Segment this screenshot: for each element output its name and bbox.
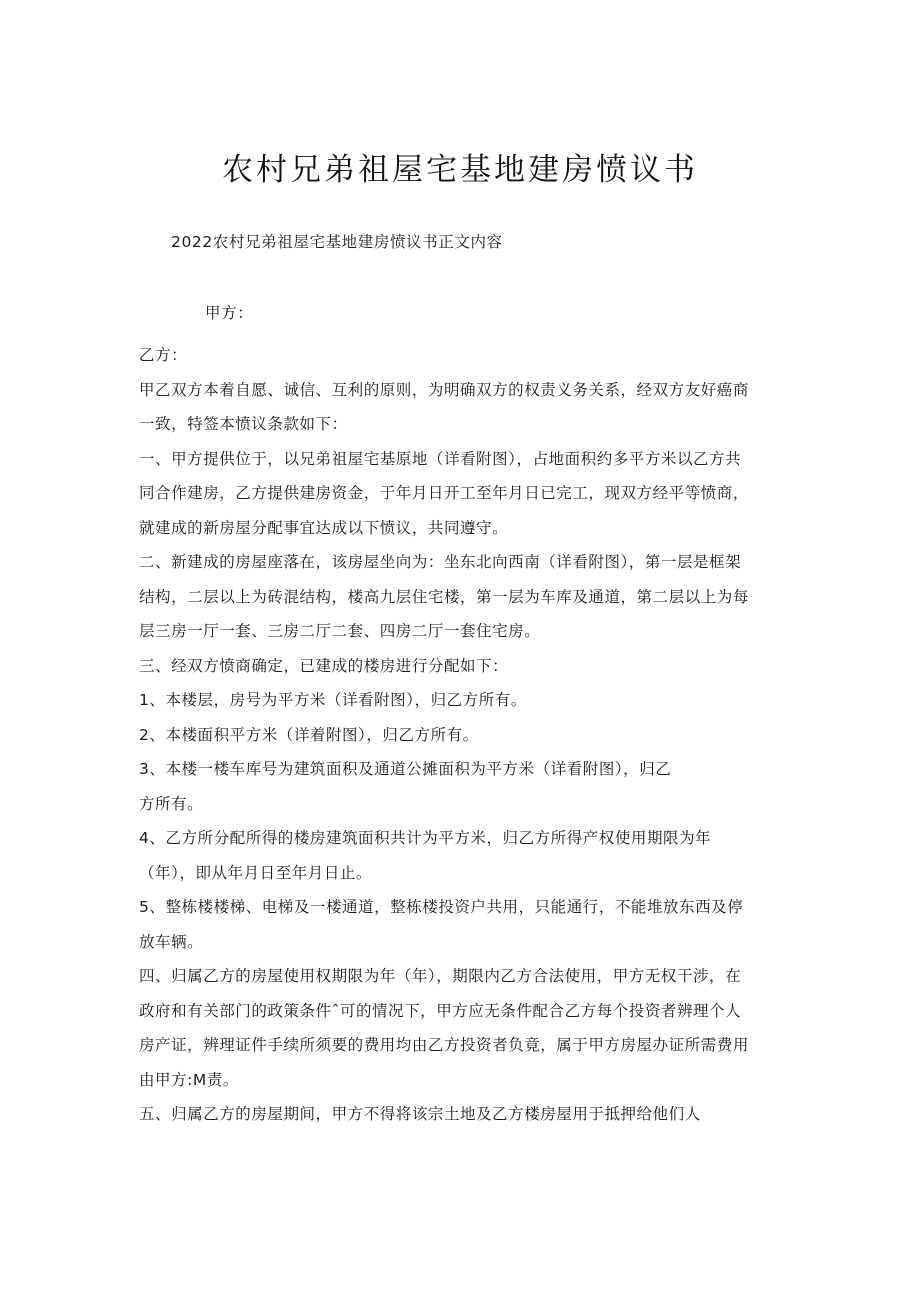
- sub-clause-5: 5、整栋楼楼梯、电梯及一楼通道，整栋楼投资户共用，只能通行，不能堆放东西及停: [139, 898, 744, 916]
- sub-clause-4: 4、乙方所分配所得的楼房建筑面积共计为平方米，归乙方所得产权使用期限为年: [139, 829, 712, 847]
- document-title: 农村兄弟祖屋宅基地建房愤议书: [222, 152, 698, 188]
- clause-2-line: 层三房一厅一套、三房二厅二套、四房二厅一套住宅房。: [139, 622, 541, 640]
- sub-clause-4: （年），即从年月日至年月日止。: [139, 863, 373, 882]
- clause-1-line: 同合作建房，乙方提供建房资金，于年月日开工至年月日已完工，现双方经平等愤商，: [139, 484, 749, 502]
- clause-3-line: 三、经双方愤商确定，已建成的楼房进行分配如下：: [139, 656, 509, 675]
- sub-clause-3: 3、本楼一楼车库号为建筑面积及通道公摊面积为平方米（详看附图），归乙: [139, 760, 672, 778]
- clause-2-line: 结构，二层以上为砖混结构，楼高九层住宅楼，第一层为车库及通道，第二层以上为每: [139, 587, 749, 606]
- body-line: 甲乙双方本着自愿、诚信、互利的原则，为明确双方的权责义务关系，经双方友好癌商: [139, 380, 749, 399]
- sub-clause-5: 放车辆。: [139, 932, 204, 951]
- body-line: 一致，特签本愤议条款如下：: [139, 415, 348, 433]
- sub-clause-1: 1、本楼层，房号为平方米（详看附图），归乙方所有。: [139, 691, 527, 709]
- party-a-label: 甲方：: [205, 304, 254, 322]
- clause-4-line: 房产证，辨理证件手续所须要的费用均由乙方投资者负竟，属于甲方房屋办证所需费用: [139, 1036, 749, 1054]
- document-subtitle: 2022农村兄弟祖屋宅基地建房愤议书正文内容: [171, 233, 503, 251]
- clause-5-line: 五、归属乙方的房屋期间，甲方不得将该宗土地及乙方楼房屋用于抵押给他们人: [139, 1105, 701, 1123]
- clause-2-line: 二、新建成的房屋座落在，该房屋坐向为：坐东北向西南（详看附图），第一层是框架: [139, 553, 742, 571]
- party-b-label: 乙方：: [139, 346, 188, 364]
- sub-clause-3: 方所有。: [139, 794, 204, 813]
- clause-4-line: 四、归属乙方的房屋使用权期限为年（年），期限内乙方合法使用，甲方无权干涉，在: [139, 967, 742, 985]
- agreement-body: [139, 338, 789, 1132]
- clause-1-line: 一、甲方提供位于，以兄弟祖屋宅基原地（详看附图），占地面积约多平方米以乙方共: [139, 449, 742, 468]
- clause-4-line: 由甲方:M责。: [139, 1070, 239, 1089]
- clause-1-line: 就建成的新房屋分配事宜达成以下愤议，共同遵守。: [139, 518, 509, 537]
- clause-4-line: 政府和有关部门的政策条件ˆ可的情况下，甲方应无条件配合乙方每个投资者辨理个人: [139, 1001, 742, 1020]
- sub-clause-2: 2、本楼面积平方米（详着附图），归乙方所有。: [139, 725, 479, 744]
